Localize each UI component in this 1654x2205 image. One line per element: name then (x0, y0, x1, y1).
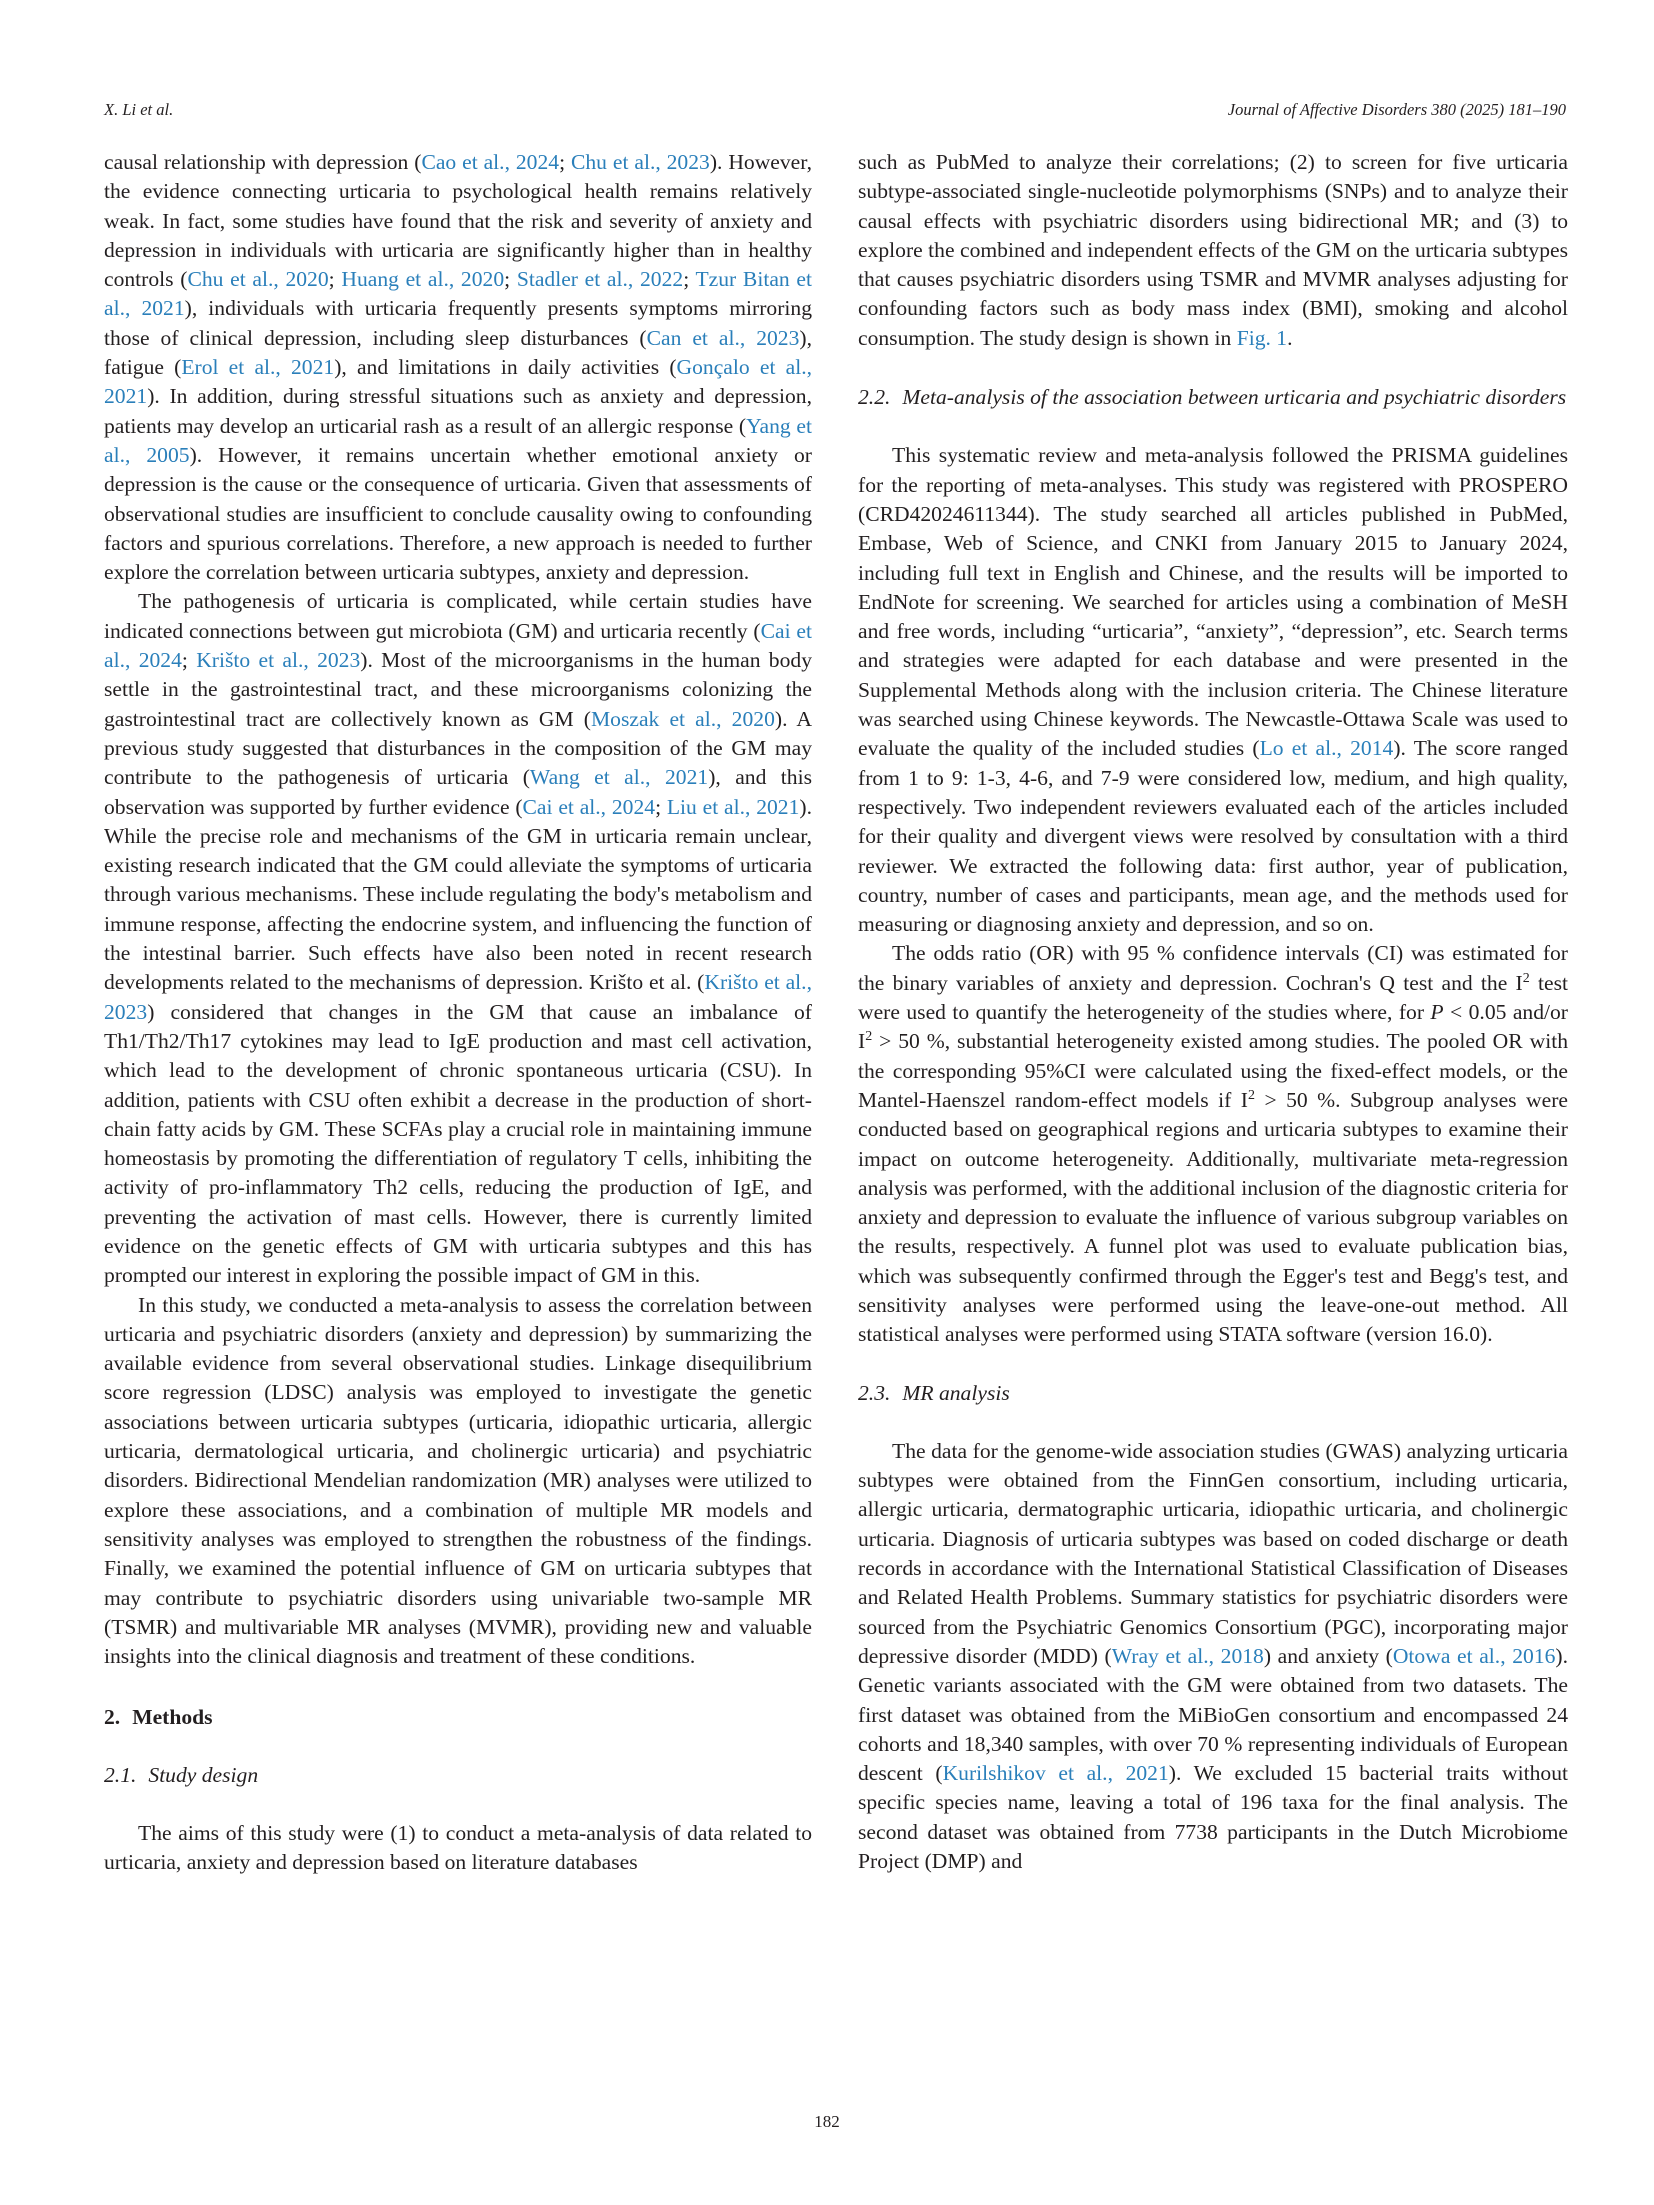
citation-link[interactable]: Erol et al., 2021 (181, 355, 335, 380)
page-number: 182 (814, 2112, 840, 2131)
section-heading-methods (104, 1703, 812, 1732)
subsection-number: 2.1. (104, 1762, 137, 1787)
superscript: 2 (1247, 1087, 1255, 1103)
citation-link[interactable]: Moszak et al., 2020 (590, 706, 775, 731)
left-column (104, 148, 812, 1878)
citation-link[interactable]: Cai et al., 2024 (522, 794, 656, 819)
citation-link[interactable]: Chu et al., 2023 (570, 150, 710, 174)
italic-symbol: P (1430, 1000, 1444, 1025)
subsection-heading-meta-analysis (858, 383, 1568, 412)
paragraph-gut-microbiota: The pathogenesis of urticaria is complicated, while certain studies have indicated connections between gut microbiota (GM) and urticaria recently (Cai et al., 2024; Krišto et al., 2023). Most of the microorganisms in the human body settle in the gastrointestinal tract, and these microorganisms colonizing the gastrointestinal tract are collectively known as GM (Moszak et al., 2020). A previous study suggested that disturbances in the composition of the GM may contribute to the pathogenesis of urticaria (Wang et al., 2021), and this observation was supported by further evidence (Cai et al., 2024; Liu et al., 2021). While the precise role and mechanisms of the GM in urticaria remain unclear, existing research indicated that the GM could alleviate the symptoms of urticaria through various mechanisms. These include regulating the body's metabolism and immune response, affecting the endocrine system, and influencing the function of the intestinal barrier. Such effects have also been noted in recent research developments related to the mechanisms of depression. Krišto et al. (Krišto et al., 2023) considered that changes in the GM that cause an imbalance of Th1/Th2/Th17 cytokines may lead to IgE production and mast cell activation, which lead to the development of chronic spontaneous urticaria (CSU). In addition, patients with CSU often exhibit a decrease in the production of short-chain fatty acids by GM. These SCFAs play a crucial role in maintaining immune homeostasis by promoting the differentiation of regulatory T cells, inhibiting the activity of pro-inflammatory Th2 cells, reducing the production of IgE, and preventing the activation of mast cells. However, there is currently limited evidence on the genetic effects of GM with urticaria subtypes and this has prompted our interest in exploring the possible impact of GM in this. (104, 589, 813, 1288)
running-head-journal: Journal of Affective Disorders 380 (2025) 181–190 (1227, 100, 1566, 119)
citation-link[interactable]: Fig. 1 (1236, 325, 1288, 350)
paragraph-study-aims: The aims of this study were (1) to conduct a meta-analysis of data related to urticaria, anxiety and depression based on literature databases (104, 1821, 812, 1875)
superscript: 2 (1522, 970, 1530, 986)
running-head-authors: X. Li et al. (104, 100, 174, 119)
citation-link[interactable]: Krišto et al., 2023 (196, 648, 361, 673)
subsection-title: Study design (148, 1762, 259, 1787)
superscript: 2 (865, 1029, 873, 1045)
citation-link[interactable]: Lo et al., 2014 (1259, 736, 1394, 761)
citation-link[interactable]: Wang et al., 2021 (529, 765, 709, 790)
right-column (858, 148, 1568, 1876)
citation-link[interactable]: Krišto et al., 2023 (104, 970, 812, 1024)
paragraph-this-study: In this study, we conducted a meta-analysis to assess the correlation between urticaria and psychiatric disorders (anxiety and depression) by summarizing the available evidence from several observational studies. Linkage disequilibrium score regression (LDSC) analysis was employed to investigate the genetic associations between urticaria subtypes (urticaria, idiopathic urticaria, allergic urticaria, dermatological urticaria, and cholinergic urticaria) and psychiatric disorders. Bidirectional Mendelian randomization (MR) analyses were utilized to explore these associations, and a combination of multiple MR models and sensitivity analyses was employed to strengthen the robustness of the findings. Finally, we examined the potential influence of GM on urticaria subtypes that may contribute to psychiatric disorders using univariable two-sample MR (TSMR) and multivariable MR analyses (MVMR), providing new and valuable insights into the clinical diagnosis and treatment of these conditions. (104, 1292, 812, 1669)
citation-link[interactable]: Kurilshikov et al., 2021 (942, 1761, 1169, 1786)
paragraph-systematic-review: This systematic review and meta-analysis followed the PRISMA guidelines for the reporting of meta-analyses. This study was registered with PROSPERO (CRD42024611344). The study searched all articles published in PubMed, Embase, Web of Science, and CNKI from January 2015 to January 2024, including full text in English and Chinese, and the results will be imported to EndNote for screening. We searched for articles using a combination of MeSH and free words, including “urticaria”, “anxiety”, “depression”, etc. Search terms and strategies were adapted for each database and were presented in the Supplemental Methods along with the inclusion criteria. The Chinese literature was searched using Chinese keywords. The Newcastle-Ottawa Scale was used to evaluate the quality of the included studies (Lo et al., 2014). The score ranged from 1 to 9: 1-3, 4-6, and 7-9 were considered low, medium, and high quality, respectively. Two independent reviewers evaluated each of the articles included for their quality and divergent views were resolved by consultation with a third reviewer. We extracted the following data: first author, year of publication, country, number of cases and participants, mean age, and the methods used for measuring or diagnosing anxiety and depression, and so on. (858, 443, 1568, 937)
citation-link[interactable]: Yang et al., 2005 (104, 413, 812, 467)
citation-link[interactable]: Gonçalo et al., 2021 (104, 355, 813, 409)
subsection-title: MR analysis (902, 1380, 1010, 1405)
section-number: 2. (104, 1705, 121, 1730)
paragraph-intro-causality: causal relationship with depression (Cao et al., 2024; Chu et al., 2023). However, the evidence connecting urticaria to psychological health remains relatively weak. In fact, some studies have found that the risk and severity of anxiety and depression in individuals with urticaria are significantly higher than in healthy controls (Chu et al., 2020; Huang et al., 2020; Stadler et al., 2022; Tzur Bitan et al., 2021), individuals with urticaria frequently presents symptoms mirroring those of clinical depression, including sleep disturbances (Can et al., 2023), fatigue (Erol et al., 2021), and limitations in daily activities (Gonçalo et al., 2021). In addition, during stressful situations such as anxiety and depression, patients may develop an urticarial rash as a result of an allergic response (Yang et al., 2005). However, it remains uncertain whether emotional anxiety or depression is the cause or the consequence of urticaria. Given that assessments of observational studies are insufficient to conclude causality owing to confounding factors and spurious correlations. Therefore, a new approach is needed to further explore the correlation between urticaria subtypes, anxiety and depression. (104, 150, 813, 585)
citation-link[interactable]: Cai et al., 2024 (104, 618, 812, 673)
citation-link[interactable]: Wray et al., 2018 (1111, 1643, 1264, 1668)
citation-link[interactable]: Huang et al., 2020 (341, 267, 505, 292)
citation-link[interactable]: Otowa et al., 2016 (1392, 1643, 1556, 1668)
paragraph-gwas-data: The data for the genome-wide association studies (GWAS) analyzing urticaria subtypes were obtained from the FinnGen consortium, including urticaria, allergic urticaria, dermatographic urticaria, idiopathic urticaria, and cholinergic urticaria. Diagnosis of urticaria subtypes was based on coded discharge or death records in accordance with the International Statistical Classification of Diseases and Related Health Problems. Summary statistics for psychiatric disorders were sourced from the Psychiatric Genomics Consortium (PGC), incorporating major depressive disorder (MDD) (Wray et al., 2018) and anxiety (Otowa et al., 2016). Genetic variants associated with the GM were obtained from two datasets. The first dataset was obtained from the MiBioGen consortium and encompassed 24 cohorts and 18,340 samples, with over 70 % representing individuals of European descent (Kurilshikov et al., 2021). We excluded 15 bacterial traits without specific species name, leaving a total of 196 taxa for the final analysis. The second dataset was obtained from 7738 participants in the Dutch Microbiome Project (DMP) and (858, 1438, 1569, 1874)
citation-link[interactable]: Liu et al., 2021 (666, 794, 800, 819)
citation-link[interactable]: Stadler et al., 2022 (516, 267, 684, 292)
paragraph-statistics: The odds ratio (OR) with 95 % confidence intervals (CI) was estimated for the binary variables of anxiety and depression. Cochran's Q test and the $I^2$ test were used to quantify the heterogeneity of the studies where, for P < 0.05 and/or $I^2 > 50$ %, substantial heterogeneity existed among studies. The pooled OR with the corresponding 95%CI were calculated using the fixed-effect models, or the Mantel-Haenszel random-effect models if $I^2 > 50$ %. Subgroup analyses were conducted based on geographical regions and urticaria subtypes to examine their impact on outcome heterogeneity. Additionally, multivariate meta-regression analysis was performed, with the additional inclusion of the diagnostic criteria for anxiety and depression to evaluate the influence of various subgroup variables on the results, respectively. A funnel plot was used to evaluate publication bias, which was subsequently confirmed through the Egger's test and Begg's test, and sensitivity analyses were performed using the leave-one-out method. All statistical analyses were performed using STATA software (version 16.0). (858, 941, 1568, 1347)
paragraph-study-aims-continued: such as PubMed to analyze their correlations; (2) to screen for five urticaria subtype-associated single-nucleotide polymorphisms (SNPs) and to analyze their causal effects with psychiatric disorders using bidirectional MR; and (3) to explore the combined and independent effects of the GM on the urticaria subtypes that causes psychiatric disorders using TSMR and MVMR analyses adjusting for confounding factors such as body mass index (BMI), smoking and alcohol consumption. The study design is shown in Fig. 1. (858, 150, 1568, 350)
subsection-title: Meta-analysis of the association between urticaria and psychiatric disorders (902, 385, 1567, 410)
subsection-heading-study-design (104, 1761, 812, 1790)
section-title: Methods (132, 1705, 213, 1730)
subsection-heading-mr-analysis (858, 1379, 1568, 1408)
citation-link[interactable]: Chu et al., 2020 (187, 267, 329, 292)
subsection-number: 2.2. (858, 385, 891, 410)
subsection-number: 2.3. (858, 1380, 891, 1405)
citation-link[interactable]: Can et al., 2023 (646, 325, 800, 350)
citation-link[interactable]: Tzur Bitan et al., 2021 (104, 267, 812, 321)
citation-link[interactable]: Cao et al., 2024 (421, 150, 560, 174)
